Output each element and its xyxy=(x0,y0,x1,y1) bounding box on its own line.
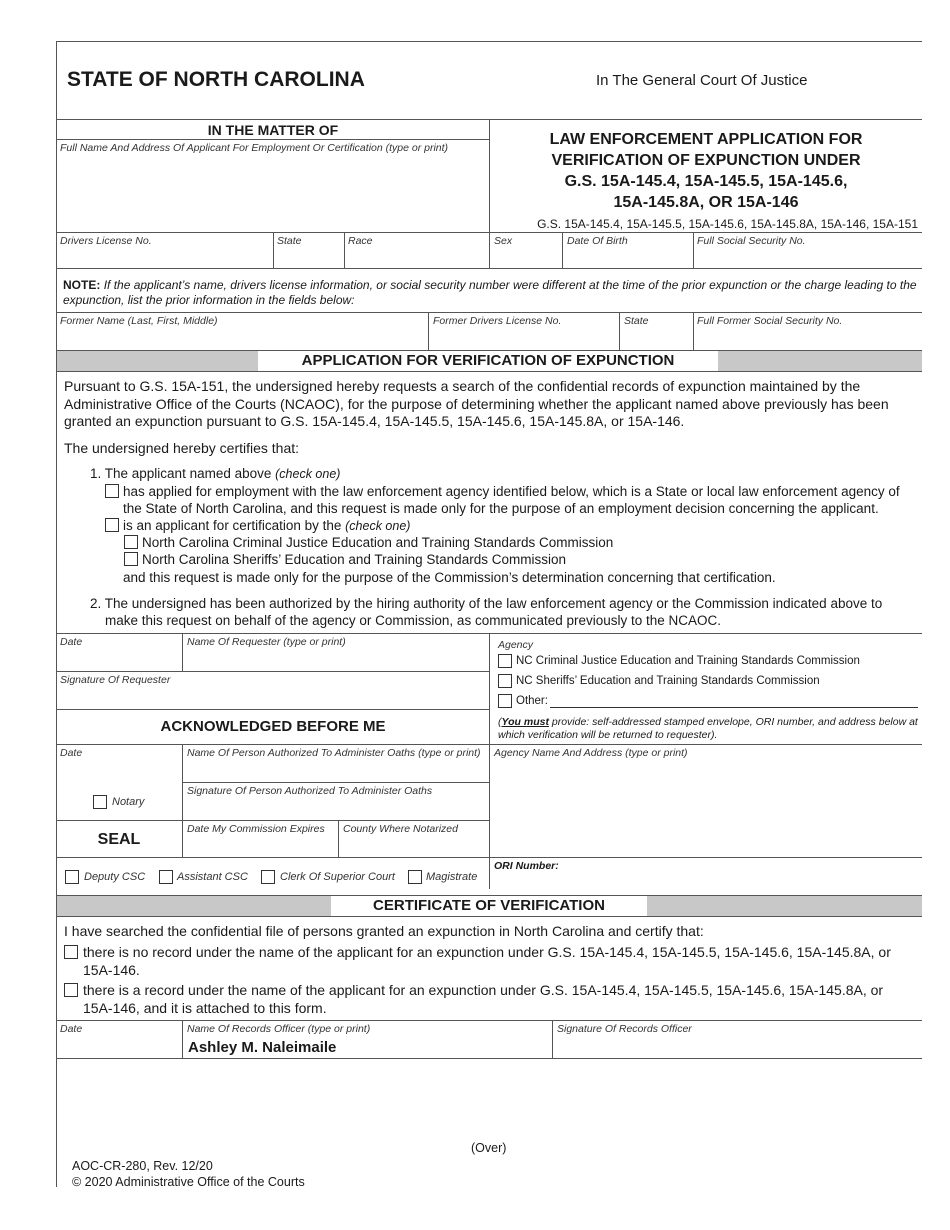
deputy-csc-label: Deputy CSC xyxy=(84,871,146,883)
oath-signature-label: Signature Of Person Authorized To Administer Oaths xyxy=(187,785,433,797)
agency-cj-commission-checkbox[interactable] xyxy=(498,654,512,668)
certificate-heading-bottom xyxy=(56,916,922,917)
officer-name-label: Name Of Records Officer (type or print) xyxy=(187,1023,371,1035)
item2-text: 2. The undersigned has been authorized by the hiring authority of the law enforcement agency or the Commission indicated above to make this request on behalf of the agency or Commission, as communicated previously to the NCAOC. xyxy=(90,596,883,628)
former-state-label: State xyxy=(624,315,649,327)
commission2-text: North Carolina Sheriffs’ Education and Training Standards Commission xyxy=(142,552,566,567)
employment-checkbox[interactable] xyxy=(105,484,119,498)
oath-person-name-label: Name Of Person Authorized To Administer Oaths (type or print) xyxy=(187,747,481,759)
left-border xyxy=(56,41,57,1187)
id-divider-3 xyxy=(489,232,490,268)
note-prefix: NOTE: xyxy=(63,278,101,292)
must-rest: provide: self-addressed stamped envelope, ORI number, and address below at which verification will be returned to requester). xyxy=(498,716,918,741)
acknowledged-row-top xyxy=(56,709,490,710)
id-divider-5 xyxy=(693,232,694,268)
record-text: there is a record under the name of the applicant for an expunction under G.S. 15A-145.4, 15A-145.5, 15A-145.6, 15A-145.8A, or 15A-146, and it is attached to this form. xyxy=(83,982,884,1016)
cert-lead-text: is an applicant for certification by the xyxy=(123,518,346,533)
form-title-line4: 15A-145.8A, OR 15A-146 xyxy=(613,194,799,211)
item1-check-one: (check one) xyxy=(275,467,341,481)
agency-opt1-text: NC Criminal Justice Education and Training Standards Commission xyxy=(516,655,860,667)
state-label: State xyxy=(277,235,302,247)
former-license-label: Former Drivers License No. xyxy=(433,315,562,327)
requester-row-mid xyxy=(56,671,490,672)
magistrate-label: Magistrate xyxy=(426,871,478,883)
employment-option-text: has applied for employment with the law enforcement agency identified below, which is a State or local law enforcement agency of the State of North Carolina, and this request is made only for the purpose of an employment decision concerning the applicant. xyxy=(123,484,900,516)
former-name-label: Former Name (Last, First, Middle) xyxy=(60,315,218,327)
matter-heading: IN THE MATTER OF xyxy=(207,122,339,138)
criminal-justice-commission-checkbox[interactable] xyxy=(124,535,138,549)
officer-date-divider xyxy=(182,1020,183,1058)
assistant-csc-label: Assistant CSC xyxy=(177,871,248,883)
form-title xyxy=(490,129,922,213)
copyright: © 2020 Administrative Office of the Courts xyxy=(72,1175,305,1189)
notary-label: Notary xyxy=(112,796,145,808)
deputy-csc-checkbox[interactable] xyxy=(65,870,79,884)
application-heading: APPLICATION FOR VERIFICATION OF EXPUNCTION xyxy=(301,352,675,369)
former-divider-2 xyxy=(619,312,620,350)
agency-sheriffs-commission-checkbox[interactable] xyxy=(498,674,512,688)
no-record-checkbox[interactable] xyxy=(64,945,78,959)
former-divider-1 xyxy=(428,312,429,350)
id-divider-4 xyxy=(562,232,563,268)
statute-list: G.S. 15A-145.4, 15A-145.5, 15A-145.6, 15A-145.8A, 15A-146, 15A-151 xyxy=(537,217,918,231)
seal-label: SEAL xyxy=(97,831,141,848)
application-heading-line xyxy=(56,371,922,372)
record-checkbox[interactable] xyxy=(64,983,78,997)
application-heading-shade-left xyxy=(57,351,258,371)
certificate-heading: CERTIFICATE OF VERIFICATION xyxy=(373,897,605,914)
id-divider-1 xyxy=(273,232,274,268)
cert-purpose-text: and this request is made only for the purpose of the Commission’s determination concerning that certification. xyxy=(123,570,776,585)
oath-date-divider xyxy=(182,744,183,857)
clerk-superior-court-checkbox[interactable] xyxy=(261,870,275,884)
court-name: In The General Court Of Justice xyxy=(596,72,808,89)
top-border xyxy=(56,41,922,42)
commission-county-divider xyxy=(338,820,339,857)
notary-checkbox[interactable] xyxy=(93,795,107,809)
drivers-license-label: Drivers License No. xyxy=(60,235,152,247)
officer-name-value: Ashley M. Naleimaile xyxy=(188,1039,337,1056)
form-number: AOC-CR-280, Rev. 12/20 xyxy=(72,1159,213,1173)
certificate-intro: I have searched the confidential file of persons granted an expunction in North Carolina and certify that: xyxy=(64,923,704,939)
title-top-line xyxy=(490,119,922,120)
race-label: Race xyxy=(348,235,373,247)
officer-row-bottom xyxy=(56,1058,922,1059)
cert-check-one: (check one) xyxy=(345,519,411,533)
oath-row-top xyxy=(56,744,922,745)
sheriffs-commission-checkbox[interactable] xyxy=(124,552,138,566)
agency-other-label: Other: xyxy=(516,695,548,707)
applicant-name-label: Full Name And Address Of Applicant For Employment Or Certification (type or print) xyxy=(60,142,449,154)
ori-number-label: ORI Number: xyxy=(494,860,559,872)
requester-name-label: Name Of Requester (type or print) xyxy=(187,636,346,648)
acknowledged-heading: ACKNOWLEDGED BEFORE ME xyxy=(160,718,386,735)
agency-label: Agency xyxy=(498,639,534,651)
form-title-line3: G.S. 15A-145.4, 15A-145.5, 15A-145.6, xyxy=(564,173,848,190)
agency-other-input[interactable] xyxy=(550,707,918,708)
no-record-text: there is no record under the name of the applicant for an expunction under G.S. 15A-145.4, 15A-145.5, 15A-145.6, 15A-145.8A, or 15A-146. xyxy=(83,944,891,978)
must-paren: ( xyxy=(498,716,502,728)
officer-date-label: Date xyxy=(60,1023,83,1035)
magistrate-checkbox[interactable] xyxy=(408,870,422,884)
form-title-line1: LAW ENFORCEMENT APPLICATION FOR xyxy=(549,131,863,148)
certification-option-text xyxy=(123,517,410,535)
dob-label: Date Of Birth xyxy=(567,235,628,247)
agency-opt2-text: NC Sheriffs’ Education and Training Standards Commission xyxy=(516,675,820,687)
matter-top-line xyxy=(56,119,490,120)
id-divider-2 xyxy=(344,232,345,268)
ssn-label: Full Social Security No. xyxy=(697,235,806,247)
agency-address-label: Agency Name And Address (type or print) xyxy=(494,747,688,759)
officer-signature-divider xyxy=(552,1020,553,1058)
form-title-line2: VERIFICATION OF EXPUNCTION UNDER xyxy=(551,152,861,169)
officials-row-top xyxy=(56,857,922,858)
certificate-heading-shade-left xyxy=(57,896,331,916)
item1-lead-text: 1. The applicant named above xyxy=(90,466,276,481)
agency-other-checkbox[interactable] xyxy=(498,694,512,708)
former-ssn-label: Full Former Social Security No. xyxy=(697,315,843,327)
state-title: STATE OF NORTH CAROLINA xyxy=(67,68,365,91)
applicant-name-field[interactable] xyxy=(58,156,488,230)
application-intro: Pursuant to G.S. 15A-151, the undersigned hereby requests a search of the confidential records of expunction maintained by the Administrative Office of the Courts (NCAOC), for the purpose of determining whether the applicant named above previously has been granted an expunction pursuant to G.S. 15A-145.4, 15A-145.5, 15A-145.6, 15A-145.8A, or 15A-146. xyxy=(64,378,889,429)
certificate-heading-shade-right xyxy=(647,896,922,916)
clerk-label: Clerk Of Superior Court xyxy=(280,871,395,883)
officer-signature-label: Signature Of Records Officer xyxy=(557,1023,692,1035)
must-emphasis: You must xyxy=(501,716,549,728)
sex-label: Sex xyxy=(494,235,513,247)
id-row-bottom xyxy=(56,268,922,269)
requester-date-divider xyxy=(182,633,183,671)
certifies-text: The undersigned hereby certifies that: xyxy=(64,440,300,456)
assistant-csc-checkbox[interactable] xyxy=(159,870,173,884)
former-divider-3 xyxy=(693,312,694,350)
commission1-text: North Carolina Criminal Justice Education and Training Standards Commission xyxy=(142,535,614,550)
application-heading-shade-right xyxy=(718,351,922,371)
commission-expires-label: Date My Commission Expires xyxy=(187,823,325,835)
certification-checkbox[interactable] xyxy=(105,518,119,532)
note-text xyxy=(63,278,918,307)
oath-signature-row-top xyxy=(182,782,490,783)
must-provide-note xyxy=(498,716,924,741)
oath-date-label: Date xyxy=(60,747,83,759)
county-label: County Where Notarized xyxy=(343,823,458,835)
over-indicator: (Over) xyxy=(471,1141,507,1155)
former-row-top xyxy=(56,312,922,313)
matter-heading-line xyxy=(56,139,490,140)
requester-date-label: Date xyxy=(60,636,83,648)
seal-row-top xyxy=(56,820,490,821)
officer-row-top xyxy=(56,1020,922,1021)
requester-signature-label: Signature Of Requester xyxy=(60,674,171,686)
item1-lead xyxy=(90,465,340,483)
note-body: If the applicant’s name, drivers license information, or social security number were different at the time of the prior expunction or the charge leading to the expunction, list the prior information in the fields below: xyxy=(63,278,917,307)
